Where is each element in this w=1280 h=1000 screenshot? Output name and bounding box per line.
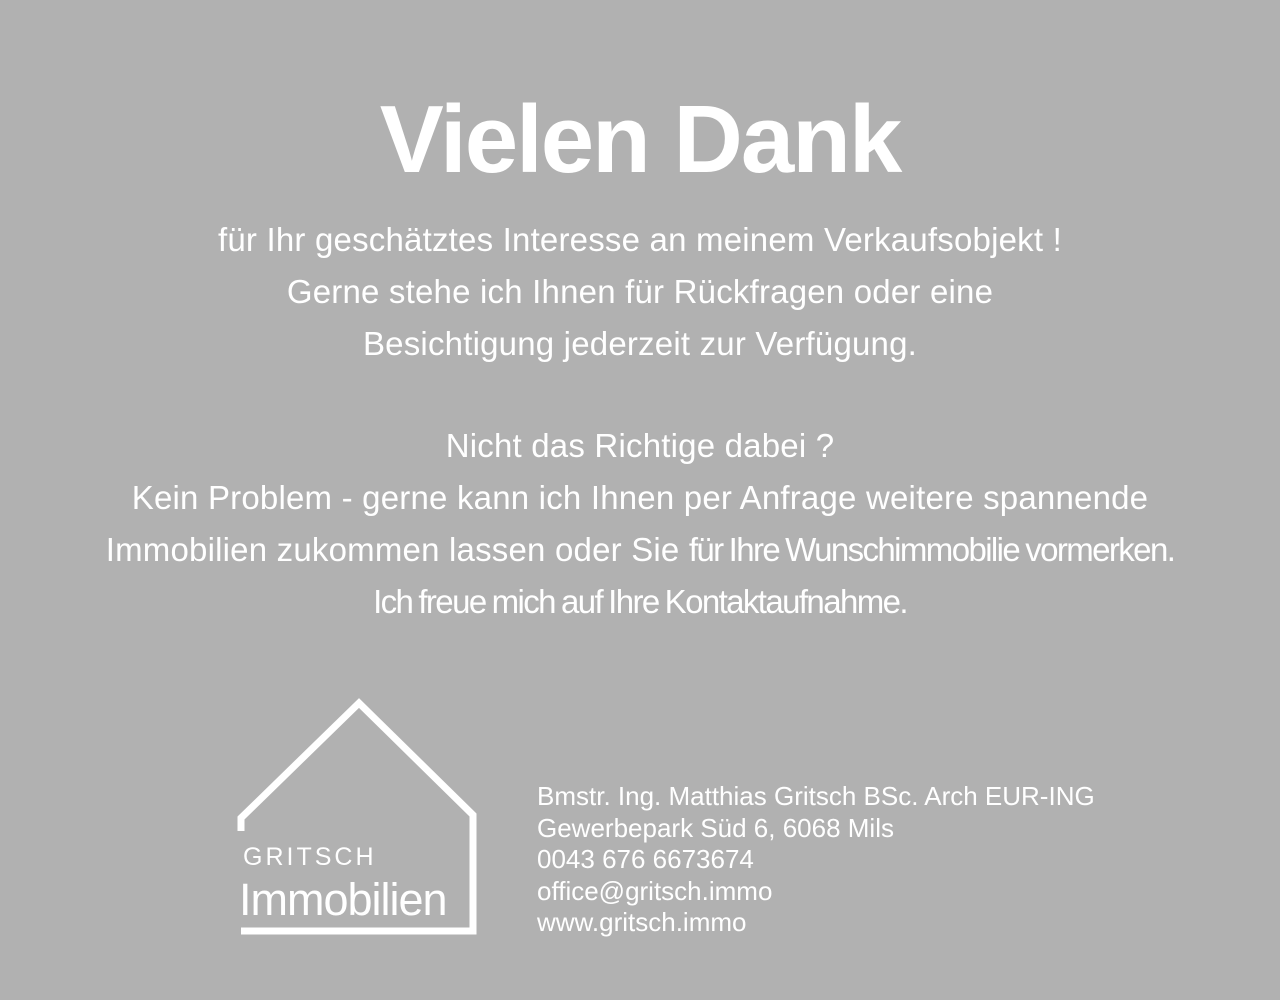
logo-wordmark-immobilien: Immobilien bbox=[239, 874, 447, 925]
followup-line-1: Nicht das Richtige dabei ? bbox=[445, 427, 835, 464]
followup-line-3-normal: Immobilien zukommen lassen oder Sie bbox=[105, 531, 689, 568]
followup-line-2: Kein Problem - gerne kann ich Ihnen per Anfrage weitere spannende bbox=[131, 479, 1149, 516]
intro-line-1: für Ihr geschätztes Interesse an meinem Verkaufsobjekt ! bbox=[218, 221, 1062, 258]
followup-paragraph bbox=[0, 420, 1280, 628]
contact-address: Gewerbepark Süd 6, 6068 Mils bbox=[537, 812, 894, 843]
followup-line-3 bbox=[0, 524, 1280, 576]
page-title: Vielen Dank bbox=[379, 86, 901, 193]
followup-line-4: Ich freue mich auf Ihre Kontaktaufnahme. bbox=[373, 583, 907, 620]
intro-line-3: Besichtigung jederzeit zur Verfügung. bbox=[362, 325, 918, 362]
contact-name: Bmstr. Ing. Matthias Gritsch BSc. Arch EUR-ING bbox=[537, 781, 1095, 811]
contact-phone: 0043 676 6673674 bbox=[537, 844, 754, 874]
intro-line-2: Gerne stehe ich Ihnen für Rückfragen oder eine bbox=[286, 273, 994, 310]
intro-paragraph bbox=[0, 214, 1280, 370]
contact-block bbox=[537, 781, 1095, 939]
contact-website: www.gritsch.immo bbox=[537, 907, 747, 937]
logo-wordmark-gritsch: GRITSCH bbox=[243, 843, 377, 871]
followup-line-3-condensed: für Ihre Wunschimmobilie vormerken. bbox=[688, 531, 1175, 568]
contact-email: office@gritsch.immo bbox=[537, 875, 773, 906]
